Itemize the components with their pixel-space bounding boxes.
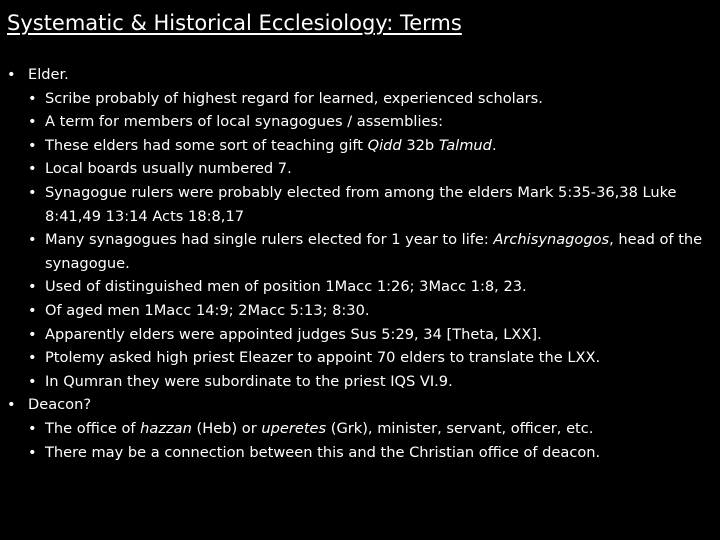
deacon-item-text: There may be a connection between this and the Christian office of deacon.	[45, 443, 601, 461]
elder-item-text: Local boards usually numbered 7.	[45, 160, 292, 178]
elder-item-text: 32b	[401, 136, 439, 154]
elder-item-text: Synagogue rulers were probably elected from among the elders Mark 5:35-36,38 Luke 8:41,49 13:14 Acts 18:8,17	[45, 183, 677, 225]
bullet-icon: •	[28, 183, 37, 201]
bullet-icon: •	[28, 113, 37, 131]
elder-item	[7, 299, 713, 323]
elder-item-text: Scribe probably of highest regard for learned, experienced scholars.	[45, 89, 543, 107]
elder-item-italic: Archisynagogos	[493, 231, 610, 249]
deacon-item-text: The office of	[45, 419, 141, 437]
slide-body	[7, 63, 713, 464]
bullet-icon: •	[28, 136, 37, 154]
elder-item-text: Many synagogues had single rulers elected for 1 year to life:	[45, 231, 494, 249]
elder-item	[7, 275, 713, 299]
elder-item	[7, 157, 713, 181]
elder-item	[7, 346, 713, 370]
elder-item-text: , head of the synagogue.	[45, 231, 703, 272]
elder-item	[7, 323, 713, 347]
elder-item-text: Used of distinguished men of position 1Macc 1:26; 3Macc 1:8, 23.	[45, 278, 527, 296]
elder-item	[7, 87, 713, 111]
bullet-elder-label: Elder.	[28, 66, 69, 83]
deacon-item-text: (Grk), minister, servant, officer, etc.	[326, 419, 594, 437]
elder-item	[7, 134, 713, 158]
elder-item-text: .	[491, 136, 497, 154]
bullet-icon: •	[28, 419, 37, 437]
bullet-icon: •	[28, 278, 37, 296]
deacon-item-text: (Heb) or	[191, 419, 262, 437]
elder-item-text: In Qumran they were subordinate to the priest IQS VI.9.	[45, 372, 453, 390]
bullet-icon: •	[28, 443, 37, 461]
elder-item-text: Of aged men 1Macc 14:9; 2Macc 5:13; 8:30.	[45, 301, 370, 319]
elder-item	[7, 370, 713, 394]
elder-item-italic: Talmud	[438, 136, 492, 154]
elder-item	[7, 181, 717, 228]
bullet-icon: •	[28, 301, 37, 319]
elder-item-text: These elders had some sort of teaching gift	[45, 136, 368, 154]
bullet-icon: •	[28, 349, 37, 367]
slide-title: Systematic & Historical Ecclesiology: Terms	[7, 11, 462, 35]
bullet-icon: •	[28, 89, 37, 107]
elder-item-text: Apparently elders were appointed judges Sus 5:29, 34 [Theta, LXX].	[45, 325, 542, 343]
bullet-icon: •	[28, 325, 37, 343]
bullet-deacon-label: Deacon?	[28, 396, 92, 414]
bullet-icon: •	[28, 372, 37, 390]
deacon-item	[7, 417, 713, 441]
bullet-elder	[7, 63, 713, 87]
bullet-icon: •	[28, 231, 37, 249]
elder-item-text: Ptolemy asked high priest Eleazer to appoint 70 elders to translate the LXX.	[45, 349, 601, 367]
elder-item	[7, 110, 713, 134]
bullet-icon: •	[7, 66, 16, 83]
deacon-item-italic: uperetes	[261, 419, 327, 437]
bullet-icon: •	[7, 396, 16, 414]
deacon-item-italic: hazzan	[140, 419, 192, 437]
elder-item-italic: Qidd	[367, 136, 402, 154]
elder-item	[7, 228, 717, 275]
deacon-item	[7, 441, 713, 465]
bullet-deacon	[7, 393, 713, 417]
elder-item-text: A term for members of local synagogues / assemblies:	[45, 113, 444, 131]
bullet-icon: •	[28, 160, 37, 178]
